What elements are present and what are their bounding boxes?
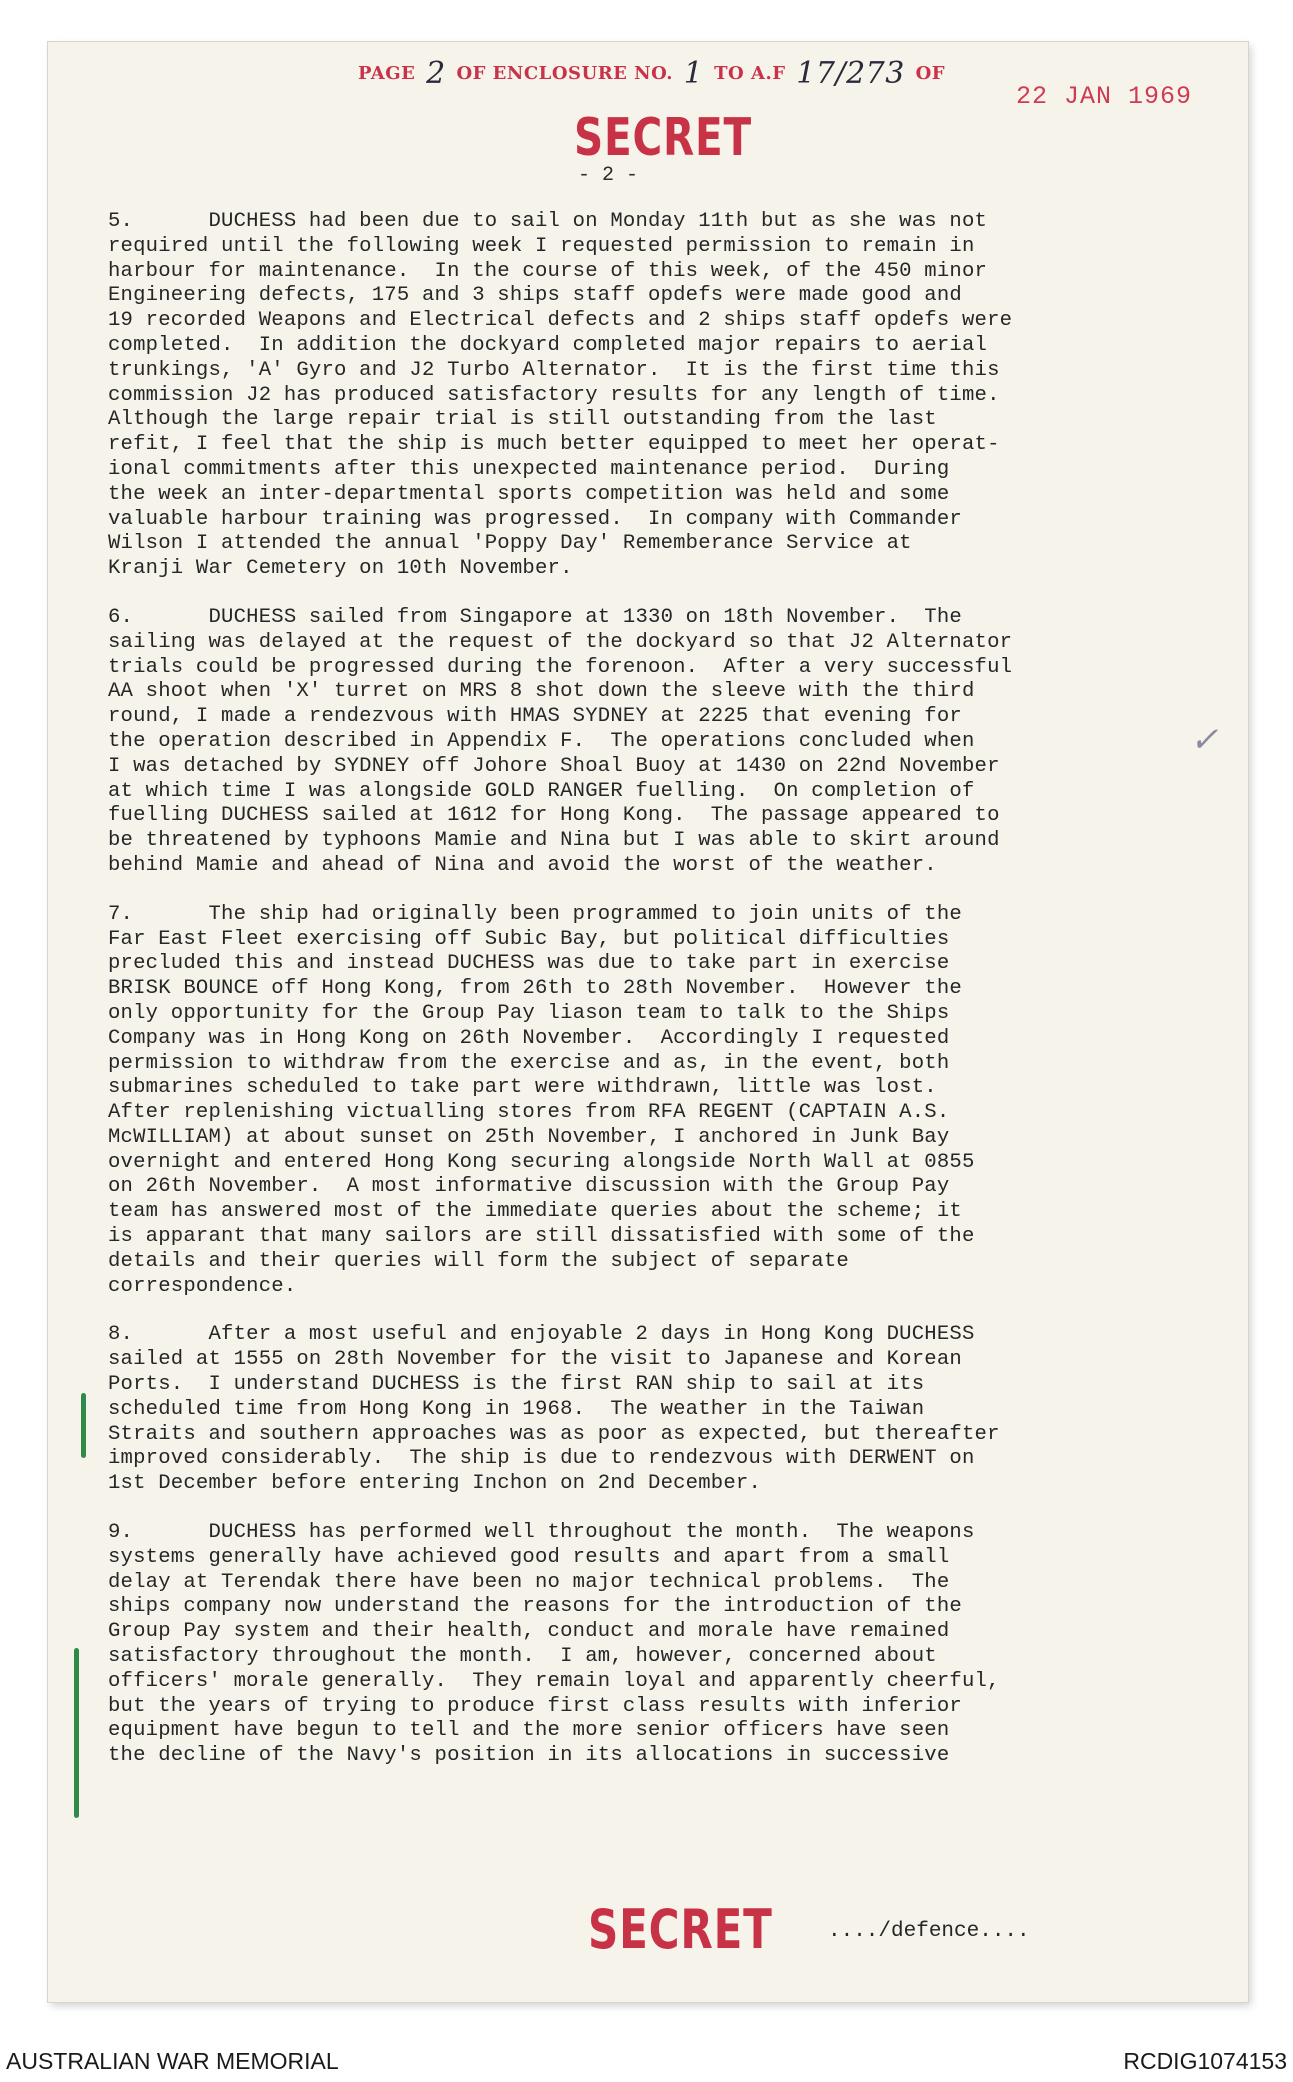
paragraph-9 [108,1521,1188,1769]
margin-marker-green-2 [74,1648,79,1818]
text-line: submarines scheduled to take part were withdrawn, little was lost. [108,1076,937,1100]
stamp-of-label: OF [915,63,946,84]
archive-credit: AUSTRALIAN WAR MEMORIAL [6,2048,339,2074]
text-line: BRISK BOUNCE off Hong Kong, from 26th to 28th November. However the [108,977,962,1001]
text-line: overnight and entered Hong Kong securing alongside North Wall at 0855 [108,1150,975,1174]
enclosure-stamp [358,52,946,91]
margin-marker-green-1 [81,1393,86,1458]
text-line: Straits and southern approaches was as poor as expected, but thereafter [108,1422,1000,1446]
text-line: AA shoot when 'X' turret on MRS 8 shot down the sleeve with the third [108,680,975,704]
text-line: Although the large repair trial is still outstanding from the last [108,408,937,432]
text-line: sailing was delayed at the request of the dockyard so that J2 Alternator [108,630,1013,654]
letter-body [108,210,1188,1793]
text-line: 8. After a most useful and enjoyable 2 days in Hong Kong DUCHESS [108,1323,975,1347]
text-line: only opportunity for the Group Pay liason team to talk to the Ships [108,1001,950,1025]
text-line: equipment have begun to tell and the more senior officers have seen [108,1719,950,1743]
text-line: is apparant that many sailors are still dissatisfied with some of the [108,1225,975,1249]
text-line: valuable harbour training was progressed. In company with Commander [108,507,962,531]
paragraph-5 [108,210,1188,582]
text-line: precluded this and instead DUCHESS was due to take part in exercise [108,952,950,976]
text-line: scheduled time from Hong Kong in 1968. The weather in the Taiwan [108,1397,925,1421]
handwritten-file-number: 17/273 [796,56,905,91]
pencil-tick-mark: ✓ [1190,720,1219,760]
text-line: I was detached by SYDNEY off Johore Shoal Buoy at 1430 on 22nd November [108,754,1000,778]
classification-stamp-top: SECRET [574,108,752,168]
text-line: on 26th November. A most informative discussion with the Group Pay [108,1175,950,1199]
text-line: delay at Terendak there have been no major technical problems. The [108,1570,950,1594]
text-line: the week an inter-departmental sports competition was held and some [108,482,950,506]
text-line: behind Mamie and ahead of Nina and avoid the worst of the weather. [108,853,937,877]
text-line: harbour for maintenance. In the course of this week, of the 450 minor [108,259,988,283]
text-line: McWILLIAM) at about sunset on 25th November, I anchored in Junk Bay [108,1125,950,1149]
text-line: trials could be progressed during the forenoon. After a very successful [108,655,1013,679]
text-line: Group Pay system and their health, conduct and morale have remained [108,1620,950,1644]
handwritten-enclosure-number: 1 [683,56,704,91]
text-line: Company was in Hong Kong on 26th November. Accordingly I requested [108,1026,950,1050]
stamp-enclosure-label: OF ENCLOSURE NO. [456,63,673,84]
text-line: After replenishing victualling stores from RFA REGENT (CAPTAIN A.S. [108,1101,950,1125]
text-line: systems generally have achieved good results and apart from a small [108,1545,950,1569]
text-line: ional commitments after this unexpected maintenance period. During [108,457,950,481]
text-line: be threatened by typhoons Mamie and Nina but I was able to skirt around [108,829,1000,853]
text-line: the decline of the Navy's position in its allocations in successive [108,1744,950,1768]
text-line: ships company now understand the reasons for the introduction of the [108,1595,962,1619]
text-line: 9. DUCHESS has performed well throughout the month. The weapons [108,1521,975,1545]
text-line: team has answered most of the immediate queries about the scheme; it [108,1200,962,1224]
text-line: trunkings, 'A' Gyro and J2 Turbo Alternator. It is the first time this [108,358,1000,382]
handwritten-page-number: 2 [426,56,446,91]
text-line: round, I made a rendezvous with HMAS SYDNEY at 2225 that evening for [108,705,962,729]
archive-reference: RCDIG1074153 [1123,2048,1287,2074]
text-line: Far East Fleet exercising off Subic Bay, but political difficulties [108,927,950,951]
paragraph-7 [108,903,1188,1300]
text-line: 6. DUCHESS sailed from Singapore at 1330 on 18th November. The [108,605,962,629]
text-line: Engineering defects, 175 and 3 ships staff opdefs were made good and [108,284,962,308]
stamp-page-label: PAGE [358,63,416,84]
paragraph-6 [108,606,1188,879]
text-line: required until the following week I requested permission to remain in [108,234,975,258]
text-line: satisfactory throughout the month. I am, however, concerned about [108,1645,937,1669]
text-line: the operation described in Appendix F. The operations concluded when [108,729,975,753]
text-line: 19 recorded Weapons and Electrical defects and 2 ships staff opdefs were [108,309,1013,333]
text-line: at which time I was alongside GOLD RANGER fuelling. On completion of [108,779,975,803]
text-line: Wilson I attended the annual 'Poppy Day' Rememberance Service at [108,532,912,556]
text-line: details and their queries will form the subject of separate [108,1249,849,1273]
page-number: - 2 - [578,164,639,187]
text-line: commission J2 has produced satisfactory results for any length of time. [108,383,1000,407]
text-line: sailed at 1555 on 28th November for the visit to Japanese and Korean [108,1348,962,1372]
text-line: 5. DUCHESS had been due to sail on Monday 11th but as she was not [108,210,988,233]
text-line: permission to withdraw from the exercise and as, in the event, both [108,1051,950,1075]
text-line: 7. The ship had originally been programmed to join units of the [108,902,962,926]
text-line: fuelling DUCHESS sailed at 1612 for Hong Kong. The passage appeared to [108,804,1000,828]
text-line: 1st December before entering Inchon on 2nd December. [108,1472,762,1496]
text-line: officers' morale generally. They remain loyal and apparently cheerful, [108,1669,1000,1693]
continuation-text: ..../defence.... [828,1920,1030,1943]
text-line: Kranji War Cemetery on 10th November. [108,557,573,581]
classification-stamp-bottom: SECRET [588,1898,773,1961]
text-line: completed. In addition the dockyard completed major repairs to aerial [108,333,988,357]
paragraph-8 [108,1323,1188,1497]
text-line: but the years of trying to produce first class results with inferior [108,1694,962,1718]
text-line: correspondence. [108,1274,297,1298]
text-line: refit, I feel that the ship is much better equipped to meet her operat- [108,433,1000,457]
text-line: improved considerably. The ship is due to rendezvous with DERWENT on [108,1447,975,1471]
date-stamp: 22 JAN 1969 [1016,82,1193,111]
stamp-to-label: TO A.F [714,63,786,84]
text-line: Ports. I understand DUCHESS is the first RAN ship to sail at its [108,1373,925,1397]
